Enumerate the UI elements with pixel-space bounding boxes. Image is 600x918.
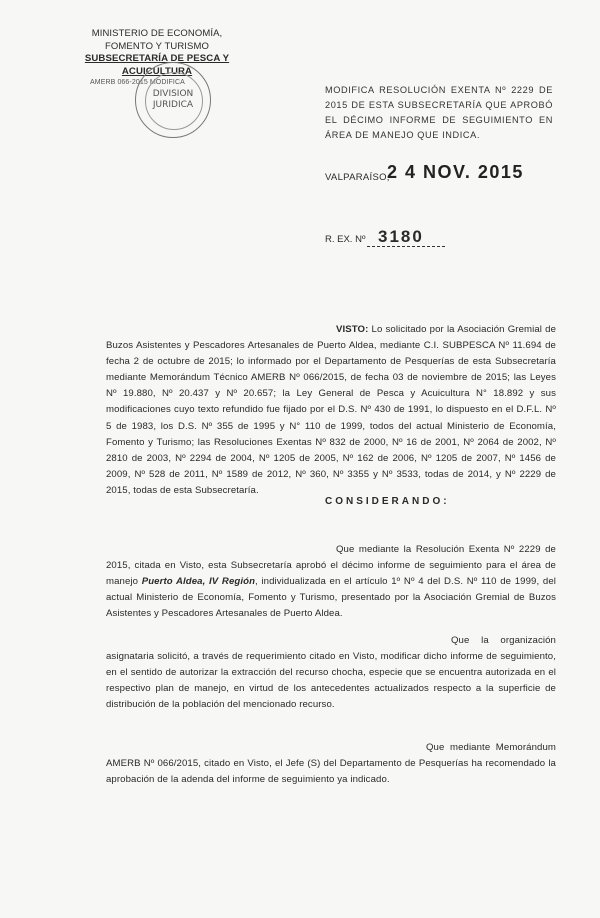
visto-text: Lo solicitado por la Asociación Gremial de Buzos Asistentes y Pescadores Artesanales de Puerto Aldea, mediante C.I. SUBPESCA Nº 11.694 de fecha 2 de octubre de 2015; lo informado por el Departamento de Pesquerías de esta Subsecretaría mediante Memorándum Técnico AMERB Nº 066/2015, de fecha 03 de noviembre de 2015; las Leyes Nº 19.880, Nº 20.437 y Nº 20.657; la Ley General de Pesca y Acuicultura N° 18.892 y sus modificaciones cuyo texto refundido fue fijado por el D.S. Nº 430 de 1991, lo dispuesto en el D.F.L. Nº 5 de 1983, los D.S. Nº 355 de 1995 y N° 110 de 1999, todos del actual Ministerio de Economía, Fomento y Turismo; las Resoluciones Exentas Nº 832 de 2000, Nº 16 de 2001, Nº 2064 de 2002, Nº 2810 de 2003, Nº 2294 de 2004, Nº 1205 de 2005, Nº 162 de 2006, Nº 1205 de 2007, Nº 1456 de 2009, Nº 528 de 2011, Nº 1589 de 2012, Nº 360, Nº 3355 y Nº 3533, todas de 2014, y Nº 2229 de 2015, todas de esta Subsecretaría.: [106, 324, 556, 496]
resolution-number: 3180: [378, 227, 424, 246]
p1-text-a: Que mediante la Resolución Exenta Nº 2229 de 2015, citada en Visto, esta Subsecretaría aprobó el décimo informe de seguimiento para el área de manejo: [106, 544, 556, 588]
p1-text-b: , individualizada en el artículo 1º Nº 4 del D.S. Nº 110 de 1999, del actual Ministerio de Economía, Fomento y Turismo, presentado por la Asociación Gremial de Buzos Asistentes y Pescadores Artesanales de Puerto Aldea.: [106, 576, 556, 620]
considerando-paragraph-3: [106, 740, 556, 788]
stamp-line-1: DIVISION: [152, 89, 194, 99]
resolution-number-line: [367, 246, 445, 247]
header-ministry-2: FOMENTO Y TURISMO: [105, 40, 209, 52]
resolution-label: R. EX. Nº: [325, 234, 366, 245]
considerando-paragraph-1: [106, 542, 556, 622]
p1-area: Puerto Aldea, IV Región: [141, 576, 256, 588]
considerando-heading: CONSIDERANDO:: [325, 496, 450, 507]
stamp-line-2: JURIDICA: [152, 100, 194, 110]
visto-paragraph: [106, 322, 556, 499]
header-reference: AMERB 066-2015 MODIFICA: [90, 79, 185, 86]
document-title: MODIFICA RESOLUCIÓN EXENTA Nº 2229 DE 2015 DE ESTA SUBSECRETARÍA QUE APROBÓ EL DÉCIMO INFORME DE SEGUIMIENTO EN ÁREA DE MANEJO QUE INDICA.: [325, 85, 553, 140]
visto-label: VISTO:: [336, 324, 369, 335]
division-juridica-stamp: [135, 62, 211, 138]
place-label: VALPARAÍSO,: [325, 172, 390, 183]
considerando-paragraph-2: [106, 633, 556, 713]
header-ministry: MINISTERIO DE ECONOMÍA,: [91, 28, 223, 39]
header-subsecretaria: SUBSECRETARÍA DE PESCA Y ACUICULTURA: [84, 53, 230, 77]
p2-text: Que la organización asignataria solicitó, a través de requerimiento citado en Visto, modificar dicho informe de seguimiento, en el sentido de autorizar la extracción del recurso chocha, especie que se encuentra autorizada en el respectivo plan de manejo, en virtud de los antecedentes actualizados respecto a la superficie de distribución de la población del mencionado recurso.: [106, 635, 556, 711]
date-stamp: 2 4 NOV. 2015: [387, 162, 524, 182]
p3-text: Que mediante Memorándum AMERB Nº 066/2015, citado en Visto, el Jefe (S) del Departamento de Pesquerías ha recomendado la aprobación de la adenda del informe de seguimiento ya indicado.: [106, 742, 556, 786]
